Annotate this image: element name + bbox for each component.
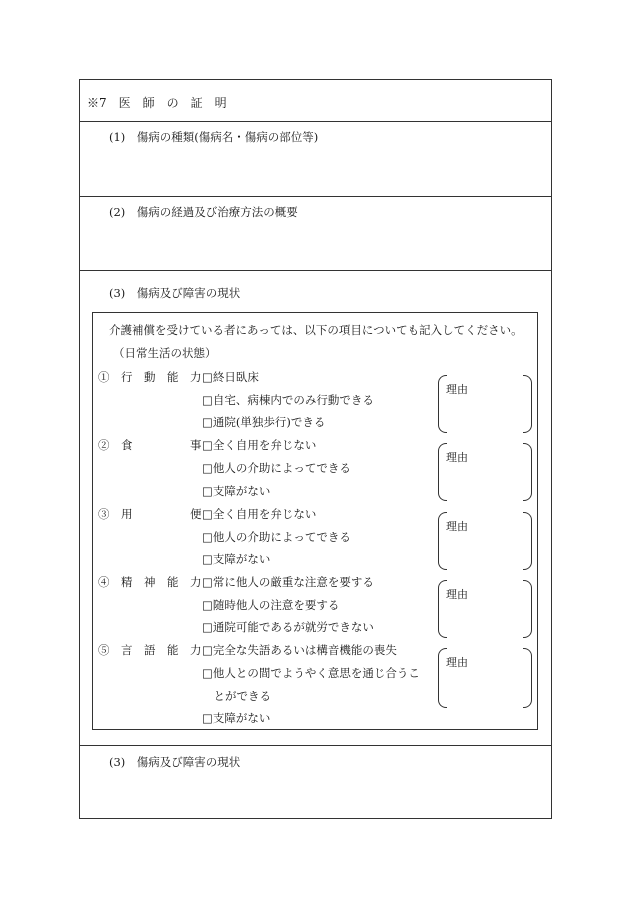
checkbox-option[interactable]: □完全な失語あるいは構音機能の喪失 [202, 643, 397, 657]
section-2-label: (2) 傷病の経過及び治療方法の概要 [109, 205, 298, 219]
checkbox-option[interactable]: □他人の介助によってできる [202, 461, 351, 475]
checkbox-option[interactable]: □常に他人の厳重な注意を要する [202, 575, 374, 589]
divider [80, 121, 551, 122]
medical-certificate-form [79, 79, 552, 819]
item-label-speech: ⑤ 言 語 能 力 [98, 643, 202, 657]
checkbox-option[interactable]: □支障がない [202, 484, 271, 498]
checkbox-option-continued: とができる [202, 689, 271, 703]
checkbox-option[interactable]: □支障がない [202, 711, 271, 725]
item-label-eating: ② 食 事 [98, 438, 202, 452]
item-label-mobility: ① 行 動 能 力 [98, 370, 202, 384]
reason-label: 理由 [446, 656, 468, 669]
form-title: ※7 医 師 の 証 明 [87, 96, 227, 110]
reason-label: 理由 [446, 451, 468, 464]
divider [80, 196, 551, 197]
reason-label: 理由 [446, 520, 468, 533]
daily-life-label: （日常生活の状態） [113, 346, 217, 360]
checkbox-option[interactable]: □通院(単独歩行)できる [202, 415, 326, 429]
checkbox-option[interactable]: □通院可能であるが就労できない [202, 620, 374, 634]
checkbox-option[interactable]: □自宅、病棟内でのみ行動できる [202, 393, 374, 407]
item-label-toilet: ③ 用 便 [98, 507, 202, 521]
reason-label: 理由 [446, 383, 468, 396]
reason-bracket[interactable] [438, 512, 532, 570]
checkbox-option[interactable]: □終日臥床 [202, 370, 259, 384]
care-intro: 介護補償を受けている者にあっては、以下の項目についても記入してください。 [109, 323, 523, 337]
checkbox-option[interactable]: □他人との間でようやく意思を通じ合うこ [202, 666, 420, 680]
section-4-label: (3) 傷病及び障害の現状 [109, 755, 241, 769]
reason-bracket[interactable] [438, 443, 532, 501]
section-1-label: (1) 傷病の種類(傷病名・傷病の部位等) [109, 130, 319, 144]
divider [80, 745, 551, 746]
care-compensation-box [92, 312, 538, 730]
reason-bracket[interactable] [438, 375, 532, 433]
item-label-mental: ④ 精 神 能 力 [98, 575, 202, 589]
reason-bracket[interactable] [438, 648, 532, 708]
checkbox-option[interactable]: □随時他人の注意を要する [202, 598, 340, 612]
checkbox-option[interactable]: □全く自用を弁じない [202, 507, 317, 521]
divider [80, 270, 551, 271]
checkbox-option[interactable]: □他人の介助によってできる [202, 530, 351, 544]
checkbox-option[interactable]: □全く自用を弁じない [202, 438, 317, 452]
checkbox-option[interactable]: □支障がない [202, 552, 271, 566]
section-3-label: (3) 傷病及び障害の現状 [109, 286, 241, 300]
reason-bracket[interactable] [438, 580, 532, 638]
reason-label: 理由 [446, 588, 468, 601]
